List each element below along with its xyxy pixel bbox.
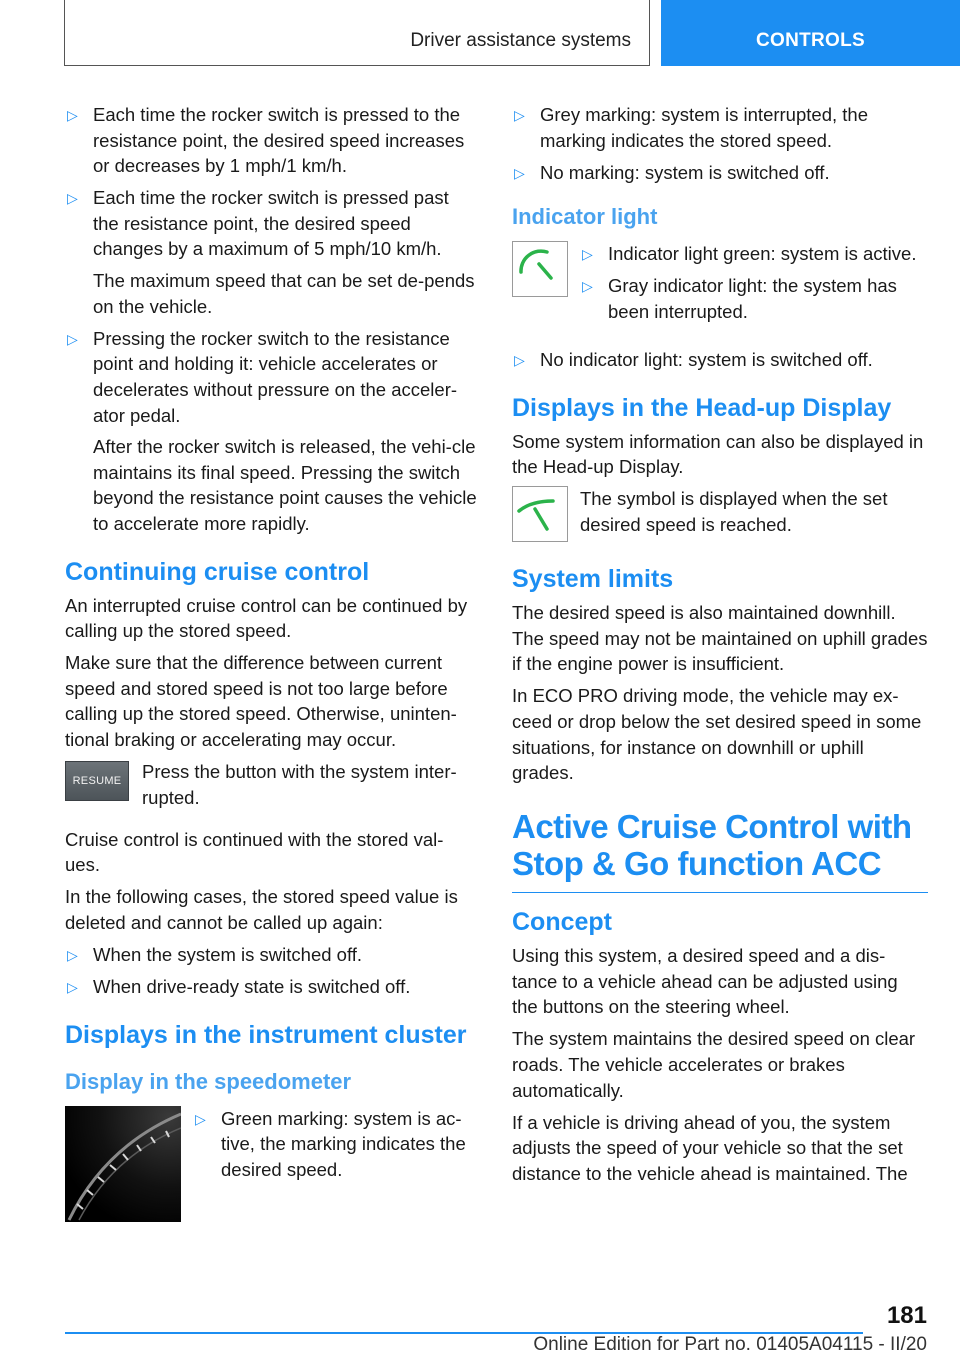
speedometer-illustration — [65, 1106, 477, 1222]
triangle-right-icon: ▷ — [582, 246, 593, 263]
list-item: ▷ Grey marking: system is interrupted, the marking indicates the stored speed. — [514, 104, 868, 151]
list-item: ▷ No marking: system is switched off. — [512, 160, 928, 186]
section-heading-limits: System limits — [512, 565, 674, 594]
page-header — [0, 0, 960, 66]
triangle-right-icon: ▷ — [582, 278, 593, 295]
list-item: ▷ Each time the rocker switch is pressed past the resistance point, the desired speed changes by a maximum of 5 mph/10 km/h. The maximum speed that can be set de‐pends on the vehicle. — [65, 185, 477, 319]
paragraph: If a vehicle is driving ahead of you, the system adjusts the speed of your vehicle so that the set distance to the vehicle ahead is maintained. The — [512, 1111, 908, 1184]
list-item: ▷ When drive-ready state is switched off. — [65, 974, 477, 1000]
triangle-right-icon: ▷ — [67, 107, 78, 123]
list-item-note: The maximum speed that can be set de‐pends on the vehicle. — [93, 270, 475, 317]
list-item-note: After the rocker switch is released, the vehi‐cle maintains its final speed. Pressing the switch beyond the resistance point causes the vehicle to accelerate more rapidly. — [93, 436, 477, 534]
header-chapter-label: CONTROLS — [755, 30, 865, 51]
paragraph: Using this system, a desired speed and a dis‐tance to a vehicle ahead can be adjusted using the buttons on the steering wheel. — [512, 945, 898, 1018]
indicator-off-list — [512, 347, 928, 373]
triangle-right-icon: ▷ — [514, 352, 525, 369]
speedometer-marking-list — [193, 1106, 477, 1189]
triangle-right-icon: ▷ — [67, 190, 78, 207]
list-item: ▷ Gray indicator light: the system has been interrupted. — [582, 275, 897, 322]
paragraph: Make sure that the difference between current speed and stored speed is not too large before calling up the stored speed. Otherwise, uninten‐tional braking or accelerating may occur. — [65, 652, 457, 750]
subsection-heading-indicator: Indicator light — [512, 204, 658, 230]
left-column — [65, 102, 477, 1232]
subsection-heading-speedometer: Display in the speedometer — [65, 1068, 352, 1094]
section-heading-instrument-cluster: Displays in the instrument cluster — [65, 1020, 467, 1049]
paragraph: In the following cases, the stored speed value is deleted and cannot be called up again: — [65, 886, 458, 934]
chapter-heading-acc: Active Cruise Control with Stop & Go function ACC — [512, 807, 912, 882]
marking-list — [512, 102, 928, 185]
paragraph: The desired speed is also maintained downhill. The speed may not be maintained on uphill grades if the engine power is insufficient. — [512, 602, 928, 675]
header-section-box — [64, 0, 650, 66]
triangle-right-icon: ▷ — [67, 330, 78, 347]
list-item: ▷ Pressing the rocker switch to the resistance point and holding it: vehicle accelerates or decelerates without pressure on the acceler‐ator pedal. After the rocker switch is released, the vehi‐cle maintains its final speed. Pressing the switch beyond the resistance point causes the vehicle to accelerate more rapidly. — [65, 326, 477, 537]
right-column — [512, 102, 928, 1193]
header-chapter-tab — [661, 0, 960, 66]
hud-symbol-illustration — [512, 486, 928, 544]
header-section-title: Driver assistance systems — [410, 30, 631, 51]
rocker-switch-list — [65, 102, 477, 537]
resume-button-icon: RESUME — [65, 761, 129, 801]
triangle-right-icon: ▷ — [514, 107, 525, 123]
indicator-list — [580, 241, 928, 331]
deleted-speed-list — [65, 942, 477, 1000]
footer-edition: Online Edition for Part no. 01405A04115 - II/20 — [533, 1334, 927, 1355]
resume-button-illustration — [65, 759, 477, 817]
paragraph: An interrupted cruise control can be continued by calling up the stored speed. — [65, 594, 468, 642]
triangle-right-icon: ▷ — [514, 164, 525, 181]
resume-button-caption: Press the button with the system inter‐rupted. — [142, 761, 457, 808]
section-heading-concept: Concept — [512, 908, 612, 937]
paragraph: The system maintains the desired speed on clear roads. The vehicle accelerates or brakes automatically. — [512, 1028, 916, 1101]
list-item: ▷ Indicator light green: system is active. — [580, 241, 928, 267]
list-item: ▷ Each time the rocker switch is pressed to the resistance point, the desired speed increases or decreases by 1 mph/1 km/h. — [67, 104, 465, 177]
heading-divider — [512, 892, 928, 894]
triangle-right-icon: ▷ — [195, 1110, 206, 1127]
section-heading-hud: Displays in the Head-up Display — [512, 393, 892, 422]
speedometer-image — [65, 1106, 181, 1222]
list-item: ▷ No indicator light: system is switched off. — [512, 347, 928, 373]
section-heading-continuing: Continuing cruise control — [65, 557, 370, 586]
speedometer-arc-icon — [65, 1106, 181, 1222]
indicator-light-illustration — [512, 241, 928, 337]
page-number: 181 — [886, 1302, 927, 1329]
paragraph: Some system information can also be displayed in the Head-up Display. — [512, 430, 924, 478]
list-item: ▷ When the system is switched off. — [65, 942, 477, 968]
list-item: ▷ Green marking: system is ac‐tive, the marking indicates the desired speed. — [195, 1107, 466, 1180]
paragraph: In ECO PRO driving mode, the vehicle may ex‐ceed or drop below the set desired speed in some situations, for instance on downhill or uphill grades. — [512, 685, 922, 784]
cruise-indicator-icon — [512, 241, 568, 297]
hud-symbol-caption: The symbol is displayed when the set desired speed is reached. — [580, 488, 888, 535]
paragraph: Cruise control is continued with the stored val‐ues. — [65, 828, 444, 876]
triangle-right-icon: ▷ — [67, 979, 78, 996]
cruise-hud-icon — [512, 486, 568, 542]
triangle-right-icon: ▷ — [67, 947, 78, 964]
